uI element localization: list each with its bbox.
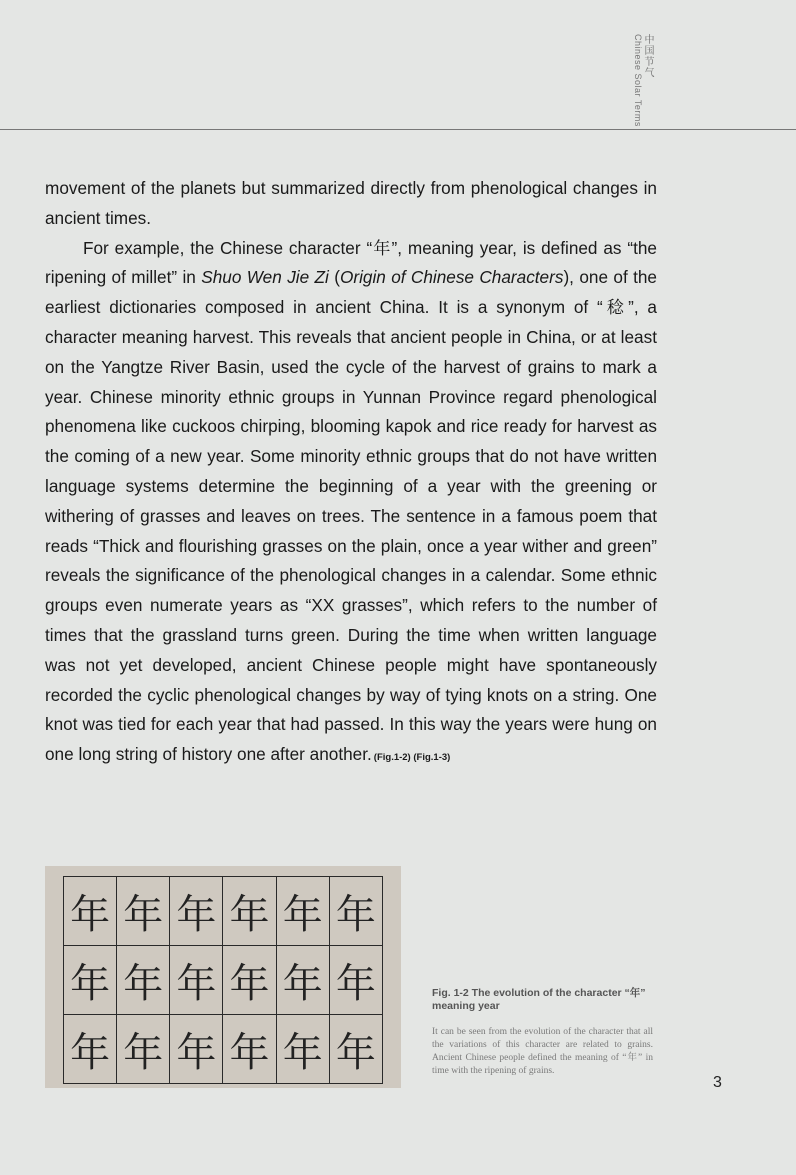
paragraph-2-text-b: ( — [328, 267, 340, 288]
character-glyph: 年 — [329, 1015, 382, 1084]
running-header-english: Chinese Solar Terms — [633, 34, 643, 127]
running-header-chinese: 中国节气 — [642, 34, 653, 78]
paragraph-1: movement of the planets but summarized directly from phenological changes in ancient times. — [45, 178, 657, 228]
paragraph-2 — [45, 234, 657, 773]
character-glyph: 年 — [117, 946, 170, 1015]
figure-references: (Fig.1-2) (Fig.1-3) — [373, 752, 451, 764]
character-glyph: 年 — [64, 877, 117, 946]
figure-character-evolution — [45, 866, 401, 1088]
figure-caption-title: Fig. 1-2 The evolution of the character “年” meaning year — [432, 987, 646, 1012]
character-evolution-grid — [63, 876, 383, 1084]
page-number: 3 — [713, 1074, 722, 1091]
grid-row — [64, 1015, 383, 1084]
book-title-origin: Origin of Chinese Characters — [339, 267, 564, 288]
character-glyph: 年 — [223, 1015, 276, 1084]
book-title-shuo-wen-jie-zi: Shuo Wen Jie Zi — [201, 267, 329, 288]
character-glyph: 年 — [64, 946, 117, 1015]
character-glyph: 年 — [117, 1015, 170, 1084]
grid-row — [64, 946, 383, 1015]
character-glyph: 年 — [223, 877, 276, 946]
character-glyph: 年 — [276, 1015, 329, 1084]
grid-row — [64, 877, 383, 946]
character-glyph: 年 — [223, 946, 276, 1015]
character-glyph: 年 — [329, 877, 382, 946]
character-glyph: 年 — [170, 946, 223, 1015]
character-glyph: 年 — [276, 877, 329, 946]
character-glyph: 年 — [64, 1015, 117, 1084]
figure-caption-body: It can be seen from the evolution of the character that all the variations of this character are related to grains. Ancient Chinese people defined the meaning of “年” in time with the ripening of grains. — [432, 1027, 653, 1076]
character-glyph: 年 — [170, 877, 223, 946]
character-glyph: 年 — [329, 946, 382, 1015]
paragraph-2-text-a: For example, the Chinese character “年”, meaning year, is defined as “the ripening of millet” in — [45, 237, 657, 288]
paragraph-2-text-c: ), one of the earliest dictionaries composed in ancient China. It is a synonym of “稔”, a character meaning harvest. This reveals that ancient people in China, or at least on the Yangtze River Basin, used the cycle of the harvest of grains to mark a year. Chinese minority ethnic groups in Yunnan Province regard phenological phenomena like cuckoos chirping, blooming kapok and rice ready for harvest as the coming of a new year. Some minority ethnic groups that do not have written language systems determine the beginning of a year with the greening or withering of grasses and leaves on trees. The sentence in a famous poem that reads “Thick and flourishing grasses on the plain, once a year wither and green” reveals the significance of the phenological changes in a calendar. Some ethnic groups even numerate years as “XX grasses”, which refers to the number of times that the grassland turns green. During the time when written language was not yet developed, ancient Chinese people might have spontaneously recorded the cyclic phenological changes by way of tying knots on a string. One knot was tied for each year that had passed. In this way the years were hung on one long string of history one after another. — [45, 267, 657, 765]
character-glyph: 年 — [117, 877, 170, 946]
character-glyph: 年 — [170, 1015, 223, 1084]
character-glyph: 年 — [276, 946, 329, 1015]
body-text — [45, 174, 657, 773]
header-divider — [0, 129, 796, 130]
